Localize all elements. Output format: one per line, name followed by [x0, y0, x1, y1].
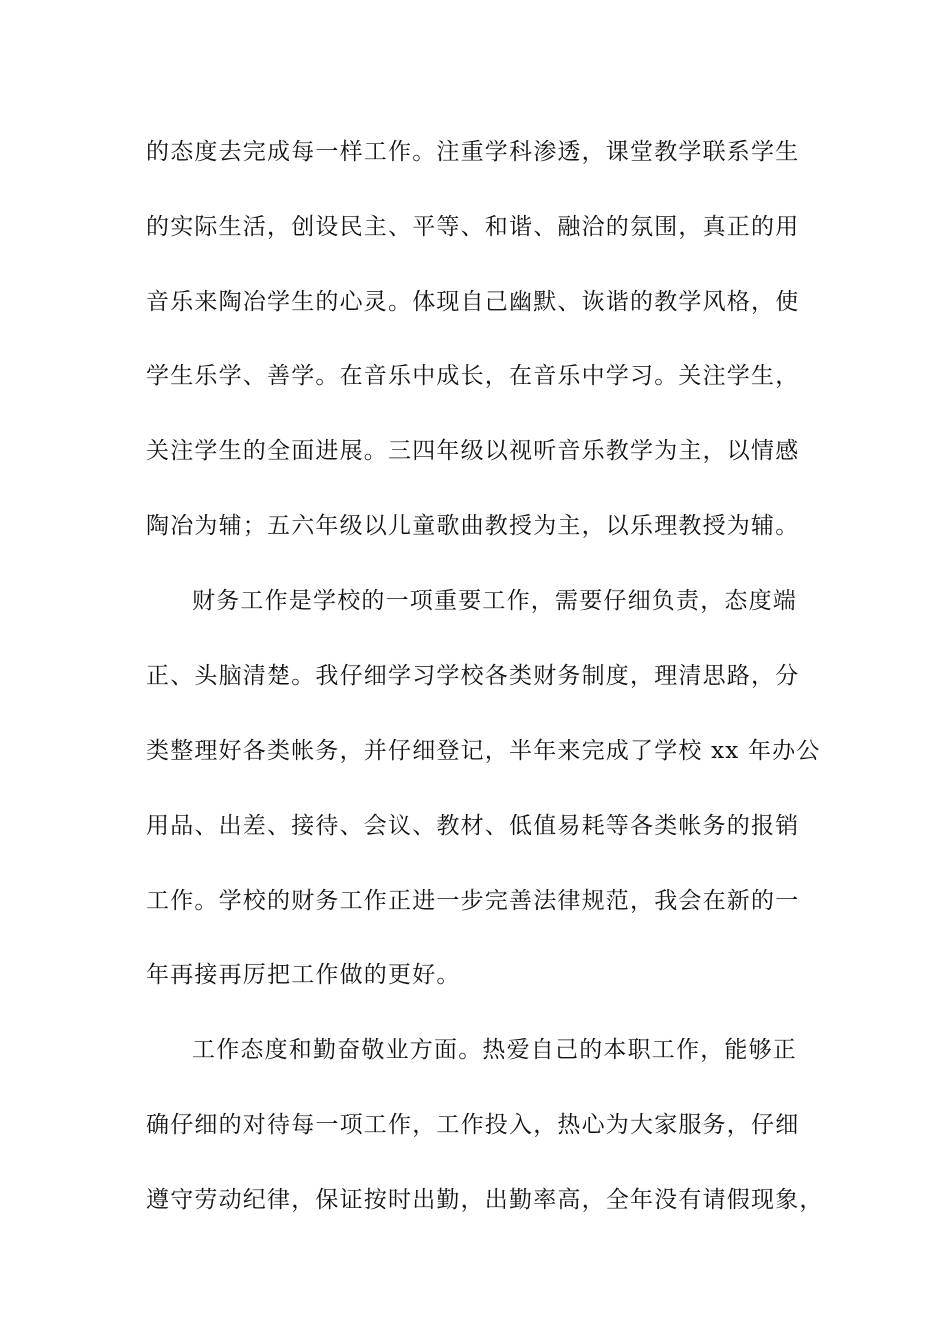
text-line: 的态度去完成每一样工作。注重学科渗透，课堂教学联系学生 [146, 139, 800, 165]
text-line: 遵守劳动纪律，保证按时出勤，出勤率高，全年没有请假现象， [146, 1187, 824, 1213]
text-line: 关注学生的全面进展。三四年级以视听音乐教学为主，以情感 [146, 438, 800, 464]
text-line: 学生乐学、善学。在音乐中成长，在音乐中学习。关注学生， [146, 363, 800, 389]
text-line: 的实际生活，创设民主、平等、和谐、融洽的氛围，真正的用 [146, 214, 800, 240]
text-line: 确仔细的对待每一项工作，工作投入，热心为大家服务，仔细 [146, 1112, 800, 1138]
text-line: 正、头脑清楚。我仔细学习学校各类财务制度，理清思路，分 [146, 663, 800, 689]
text-line: 类整理好各类帐务，并仔细登记，半年来完成了学校 xx 年办公 [146, 738, 821, 764]
text-line: 年再接再厉把工作做的更好。 [146, 962, 461, 988]
paragraph-first-line: 工作态度和勤奋敬业方面。热爱自己的本职工作，能够正 [192, 1037, 797, 1063]
text-line: 用品、出差、接待、会议、教材、低值易耗等各类帐务的报销 [146, 813, 800, 839]
paragraph-first-line: 财务工作是学校的一项重要工作，需要仔细负责，态度端 [192, 588, 797, 614]
text-line: 工作。学校的财务工作正进一步完善法律规范，我会在新的一 [146, 888, 800, 914]
text-line: 陶冶为辅；五六年级以儿童歌曲教授为主，以乐理教授为辅。 [146, 513, 800, 539]
text-line: 音乐来陶冶学生的心灵。体现自己幽默、诙谐的教学风格，使 [146, 289, 800, 315]
